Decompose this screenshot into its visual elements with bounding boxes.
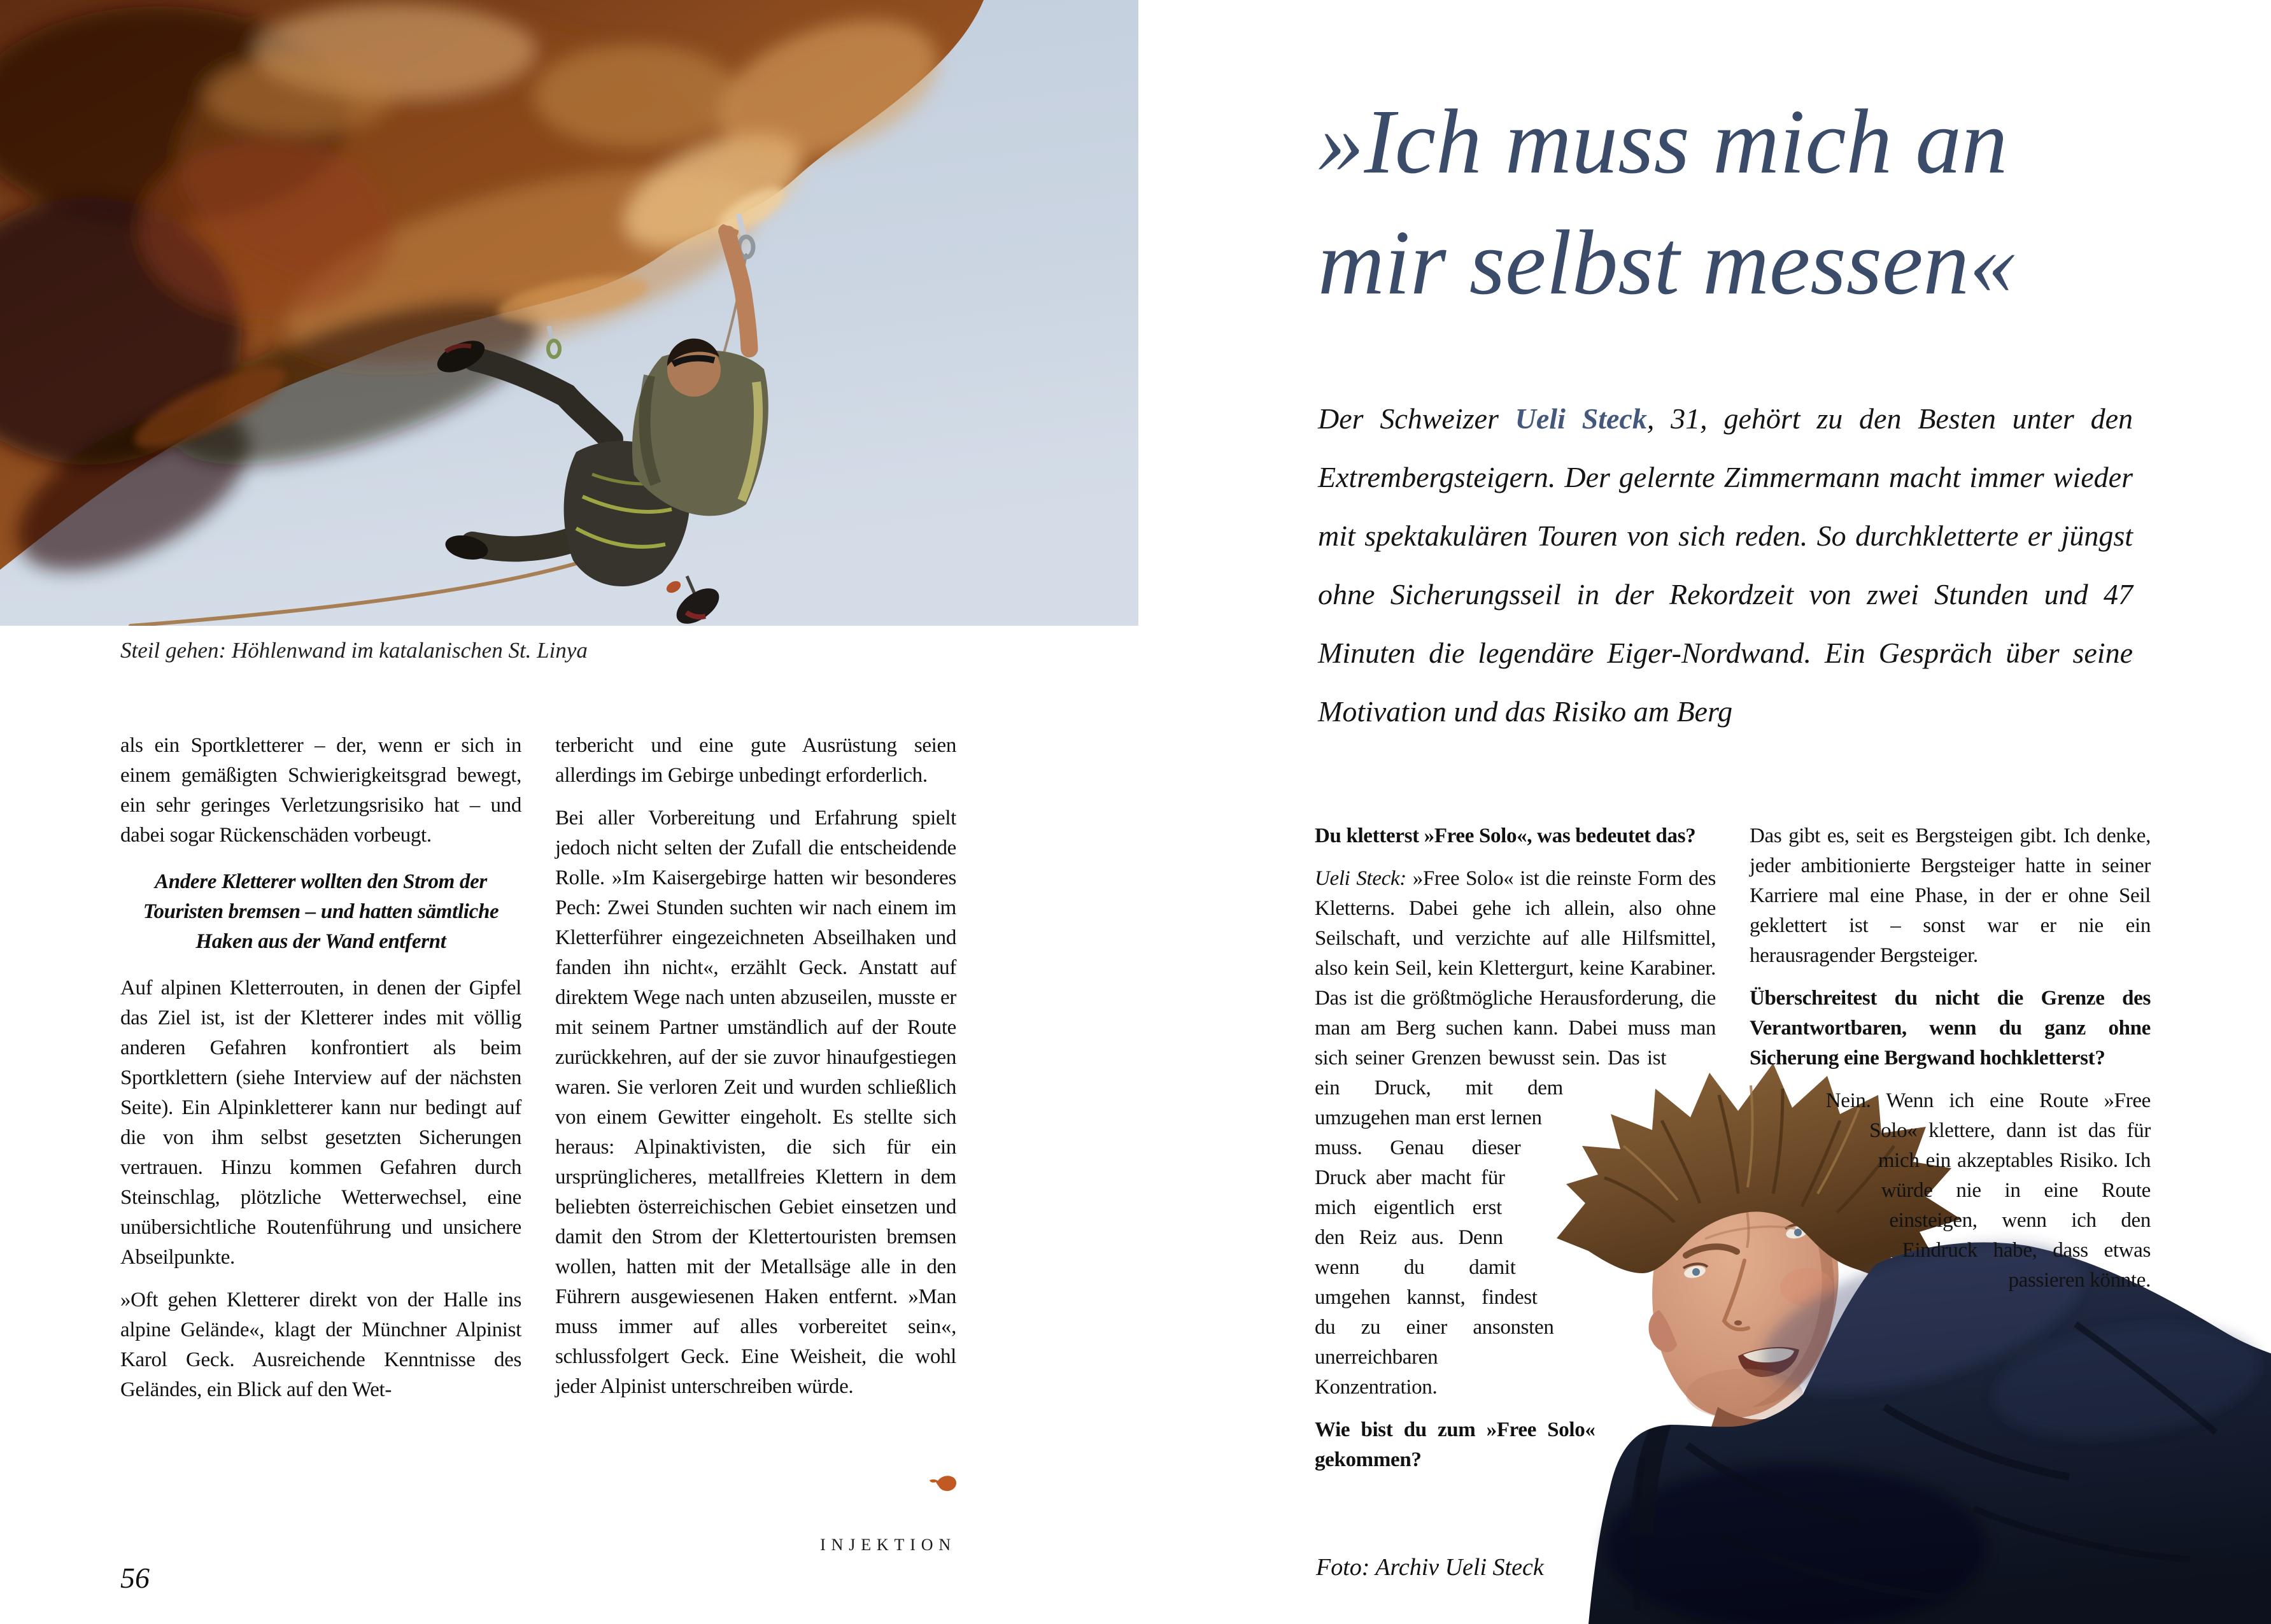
headline-line-1: »Ich muss mich an: [1318, 91, 2008, 193]
interview-intro: [1318, 390, 2133, 741]
left-page-column-1: [120, 731, 521, 1405]
right-page-column-2: [1750, 821, 2151, 1306]
body-paragraph: als ein Sportkletterer – der, wenn er sich in einem gemäßigten Schwierigkeitsgrad bewegt, ein sehr geringes Verletzungsrisiko hat – und dabei sogar Rückenschäden vorbeugt.: [120, 734, 521, 847]
page-number: 56: [120, 1562, 150, 1594]
body-paragraph: terbericht und eine gute Ausrüstung seien allerdings im Gebirge unbedingt erforderlich.: [555, 734, 956, 787]
interview-question: Wie bist du zum »Free Solo« gekommen?: [1315, 1418, 1595, 1471]
photo-caption: Steil gehen: Höhlenwand im katalanischen St. Linya: [120, 638, 588, 663]
right-page-column-1: [1315, 821, 1716, 1564]
intro-text: Der Schweizer: [1318, 402, 1515, 435]
body-paragraph: »Oft gehen Kletterer direkt von der Halle ins alpine Gelände«, klagt der Münchner Alpinist Karol Geck. Ausreichende Kenntnisse des Geländes, ein Blick auf den Wet-: [120, 1289, 521, 1401]
climbing-photo-illustration: [0, 0, 1138, 626]
interview-question: Du kletterst »Free Solo«, was bedeutet das?: [1315, 824, 1696, 847]
body-paragraph: Bei aller Vorbereitung und Erfahrung spielt jedoch nicht selten der Zufall die entscheidende Rolle. »Im Kaisergebirge hatten wir besonderes Pech: Zwei Stunden suchten wir nach einem im Kletterführer eingezeichneten Abseilhaken und fanden ihn nicht«, erzählt Geck. Anstatt auf direktem Wege nach unten abzuseilen, musste er mit seinem Partner umständlich auf der Route zurückkehren, auf der sie zuvor hinaufgestiegen waren. Sie verloren Zeit und wurden schließlich von einem Gewitter eingeholt. Es stellte sich heraus: Alpinaktivisten, die sich für ein ursprünglicheres, metallfreies Klettern in dem beliebten österreichischen Gebiet einsetzen und damit den Strom der Klettertouristen bremsen wollen, hatten mit der Metallsäge alle in den Führern ausgewiesenen Haken entfernt. »Man muss immer auf alles vorbereitet sein«, schlussfolgert Geck. Eine Weisheit, die wohl jeder Alpinist unterschreiben würde.: [555, 807, 956, 1398]
body-paragraph: Auf alpinen Kletterrouten, in denen der Gipfel das Ziel ist, ist der Kletterer indes mit völlig anderen Gefahren konfrontiert als beim Sportklettern (siehe Interview auf der nächsten Seite). Ein Alpinkletterer kann nur bedingt auf die von ihm selbst gesetzten Sicherungen vertrauen. Hinzu kommen Gefahren durch Steinschlag, plötzliche Wetterwechsel, eine unübersichtliche Routenführung und unsichere Abseilpunkte.: [120, 977, 521, 1269]
climbing-photo: [0, 0, 1138, 626]
intro-text: , 31, gehört zu den Besten unter den Extrembergsteigern. Der gelernte Zimmermann macht immer wieder mit spektakulären Touren von sich reden. So durchkletterte er jüngst ohne Sicherungsseil in der Rekordzeit von zwei Stunden und 47 Minuten die legendäre Eiger-Nordwand. Ein Gespräch über seine Motivation und das Risiko am Berg: [1318, 402, 2133, 728]
headline-line-2: mir selbst messen«: [1318, 212, 2016, 314]
person-name: Ueli Steck: [1515, 402, 1647, 435]
photo-credit: Foto: Archiv Ueli Steck: [1316, 1554, 1544, 1581]
interview-answer: Nein. Wenn ich eine Route »Free Solo« klettere, dann ist das für mich ein akzeptables Risiko. Ich würde nie in eine Route einsteigen, wenn ich den Eindruck habe, dass etwas passieren könnte.: [1750, 1086, 2151, 1296]
end-of-article-leaf-icon: [930, 1474, 958, 1493]
speaker-name: Ueli Steck:: [1315, 867, 1406, 890]
interview-answer: Ueli Steck: »Free Solo« ist die reinste Form des Kletterns. Dabei gehe ich allein, also ohne Seilschaft, und verzichte auf alle Hilfsmittel, also kein Seil, kein Klettergurt, keine Karabiner. Das ist die größtmögliche Herausforderung, die man am Berg suchen kann. Dabei muss man sich seiner Grenzen bewusst sein. Das ist ein Druck, mit dem umzugehen man erst lernen muss. Genau dieser Druck aber macht für mich eigentlich erst den Reiz aus. Denn wenn du damit umgehen kannst, findest du zu einer ansonsten unerreichbaren Konzentration.: [1315, 864, 1716, 1402]
left-page-column-2: [555, 731, 956, 1402]
magazine-name-footer: INJEKTION: [820, 1536, 956, 1554]
pull-quote-subhead: Andere Kletterer wollten den Strom der Touristen bremsen – und hatten sämtliche Haken aus der Wand entfernt: [143, 870, 499, 953]
interview-headline: [1318, 81, 2184, 323]
interview-question: Überschreitest du nicht die Grenze des Verantwortbaren, wenn du ganz ohne Sicherung eine Bergwand hochkletterst?: [1750, 987, 2151, 1070]
interview-answer: Das gibt es, seit es Bergsteigen gibt. Ich denke, jeder ambitionierte Bergsteiger hatte in seiner Karriere mal eine Phase, in der er ohne Seil geklettert ist – sonst war er nie ein herausragender Bergsteiger.: [1750, 824, 2151, 967]
